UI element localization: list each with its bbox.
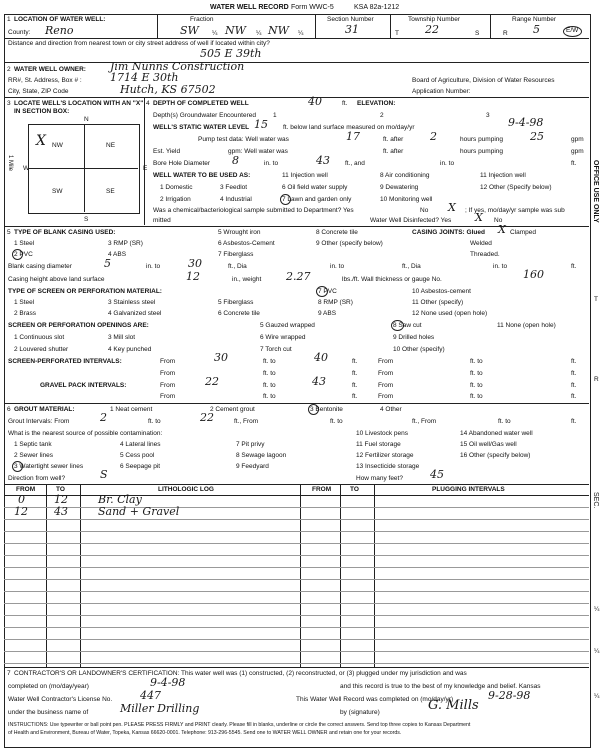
gpi-from2: From <box>378 382 394 389</box>
log-rule <box>4 519 589 520</box>
mitted: mitted <box>153 217 171 224</box>
weight-unit: lbs./ft. Wall thickness or gauge No. <box>342 276 442 283</box>
open-1: 1 Continuous slot <box>14 334 65 341</box>
contam-2: 2 Sewer lines <box>14 452 54 459</box>
diam-value: 5 <box>104 257 111 270</box>
yield-label: Est. Yield <box>153 148 181 155</box>
cert-line1: CONTRACTOR'S OR LANDOWNER'S CERTIFICATION: This water well was (1) constructed, (2) reconstructed, or (3) plugged under my jurisdiction and was <box>14 670 467 677</box>
ft-end: ft. <box>571 263 577 270</box>
plug-to-header: TO <box>350 486 359 493</box>
business-name: Miller Drilling <box>120 702 200 715</box>
contam-5: 5 Cess pool <box>120 452 155 459</box>
range-value: 5 <box>533 23 540 36</box>
use-12: 12 Other (Specify below) <box>480 184 552 191</box>
screen-7: 7 PVC <box>318 288 337 295</box>
quarter-mark: ¼ <box>256 30 262 37</box>
log-row2-desc: Sand + Gravel <box>98 505 180 518</box>
east: E <box>143 165 148 172</box>
grout-4: 4 Other <box>380 406 402 413</box>
spi-ft: ft. <box>352 358 358 365</box>
after2: ft. after <box>383 148 404 155</box>
log-rule <box>4 591 589 592</box>
screen-10: 10 Asbestos-cement <box>412 288 471 295</box>
side-sec: SEC. <box>592 492 599 509</box>
grout-to: 22 <box>200 411 214 424</box>
s1-num: 1 <box>7 16 11 23</box>
township-label: Township Number <box>408 16 461 23</box>
city-label: City, State, ZIP Code <box>8 88 69 95</box>
log-row2-to: 43 <box>54 505 68 518</box>
diam-to: 30 <box>188 257 202 270</box>
height-value: 12 <box>186 270 200 283</box>
feet-label: How many feet? <box>356 475 403 482</box>
se: SE <box>106 188 115 195</box>
s5-num: 5 <box>7 229 11 236</box>
screen-6: 6 Concrete tile <box>218 310 260 317</box>
instructions-2: of Health and Environment, Bureau of Water, Topeka, Kansas 66620-0001. Telephone: 913-296-5545. Send one to WATER WELL OWNER and retain one for your records. <box>8 730 402 736</box>
section-value: 31 <box>345 23 359 36</box>
diam-in: in. to <box>146 263 161 270</box>
distance-label: Distance and direction from nearest town or city street address of well if located within city? <box>8 40 270 47</box>
quarter3: NW <box>268 24 289 37</box>
contam-3: 3 Watertight sewer lines <box>14 463 84 470</box>
screen-3: 3 Stainless steel <box>108 299 156 306</box>
screen-11: 11 Other (specify) <box>412 299 464 306</box>
open-10: 10 Other (specify) <box>393 346 445 353</box>
range-label: Range Number <box>512 16 557 23</box>
log-row2-from: 12 <box>14 505 28 518</box>
grout-3: 3 Bentonite <box>310 406 343 413</box>
contam-label: What is the nearest source of possible contamination: <box>8 430 163 437</box>
location-x: X <box>36 133 46 149</box>
mile-label: 1 Mile <box>7 155 13 172</box>
gpi2-from: From <box>160 393 176 400</box>
screen-label: TYPE OF SCREEN OR PERFORATION MATERIAL: <box>8 288 162 295</box>
use-11: 11 Injection well <box>480 172 526 179</box>
form-number: Form WWC-5 <box>291 4 334 11</box>
contam-6: 6 Seepage pit <box>120 463 161 470</box>
owner-value: Jim Nunns Construction <box>110 60 245 73</box>
spi-ft2: ft. <box>571 358 577 365</box>
signature: G. Mills <box>428 698 479 713</box>
contam-15: 15 Oil well/Gas well <box>460 441 517 448</box>
casing-1: 1 Steel <box>14 240 35 247</box>
screen-1: 1 Steel <box>14 299 35 306</box>
static-label: WELL'S STATIC WATER LEVEL <box>153 124 250 131</box>
spi2-ft: ft. <box>352 370 358 377</box>
yield-gpm: gpm: Well water was <box>228 148 288 155</box>
gpi2-from2: From <box>378 393 394 400</box>
completed-date: 9-4-98 <box>150 676 186 689</box>
log-rule <box>4 639 589 640</box>
plugging-header: PLUGGING INTERVALS <box>432 486 505 493</box>
open-2: 2 Louvered shutter <box>14 346 69 353</box>
contam-12: 12 Fertilizer storage <box>356 452 414 459</box>
threaded: Threaded. <box>470 251 500 258</box>
ft2: ft. <box>571 160 577 167</box>
casing-6: 6 Asbestos-Cement <box>218 240 275 247</box>
use-10: 10 Monitoring well <box>380 196 433 203</box>
open-8: 8 Saw cut <box>393 322 422 329</box>
contam-7: 7 Pit privy <box>236 441 265 448</box>
log-rule <box>4 543 589 544</box>
record-label: This Water Well Record was completed on (mo/day/yr) <box>296 696 454 703</box>
chem-x: X <box>448 201 456 214</box>
casing-5: 5 Wrought iron <box>218 229 261 236</box>
open-5: 5 Gauzed wrapped <box>260 322 315 329</box>
grout-1: 1 Neat cement <box>110 406 153 413</box>
spi2-ftto: ft. to <box>263 370 276 377</box>
casing-3: 3 RMP (SR) <box>108 240 143 247</box>
feet-value: 45 <box>430 468 444 481</box>
grout-label: GROUT MATERIAL: <box>14 406 75 413</box>
s3-num: 3 <box>7 100 11 107</box>
grout-ft3: ft. to <box>330 418 343 425</box>
county-label: County: <box>8 29 31 36</box>
contam-10: 10 Livestock pens <box>356 430 409 437</box>
gpi-ftto2: ft. to <box>470 382 483 389</box>
s2-num: 2 <box>7 66 11 73</box>
gpi-to: 43 <box>312 375 326 388</box>
spi-ftto: ft. to <box>263 358 276 365</box>
log-rule <box>4 555 589 556</box>
gpi2-ft: ft. <box>352 393 358 400</box>
gpi2-ftto2: ft. to <box>470 393 483 400</box>
contam-14: 14 Abandoned water well <box>460 430 533 437</box>
ft-and: ft., and <box>345 160 365 167</box>
ft: ft. <box>342 100 348 107</box>
spi2-ft2: ft. <box>571 370 577 377</box>
street-label: RR#, St. Address, Box # : <box>8 77 82 84</box>
spi-ftto2: ft. to <box>470 358 483 365</box>
completed-label: completed on (mo/day/year) <box>8 683 89 690</box>
street-value: 1714 E 30th <box>110 71 179 84</box>
grout-2: 2 Cement grout <box>210 406 255 413</box>
log-rule <box>4 579 589 580</box>
casing-label: TYPE OF BLANK CASING USED: <box>14 229 116 236</box>
r-label: R <box>503 30 508 37</box>
log-from-header: FROM <box>16 486 36 493</box>
static-date: 9-4-98 <box>508 116 544 129</box>
open-7: 7 Torch cut <box>260 346 292 353</box>
openings-label: SCREEN OR PERFORATION OPENINGS ARE: <box>8 322 149 329</box>
screen-12: 12 None used (open hole) <box>412 310 488 317</box>
locate-label: LOCATE WELL'S LOCATION WITH AN "X" IN SECTION BOX: <box>14 100 144 115</box>
joints-label: CASING JOINTS: Glued <box>412 229 485 236</box>
bore-to: 43 <box>316 154 330 167</box>
grout-from: 2 <box>100 411 107 424</box>
bore-label: Bore Hole Diameter <box>153 160 211 167</box>
pump-gpm: 25 <box>530 130 544 143</box>
sw: SW <box>52 188 63 195</box>
gpi-ft2: ft. <box>571 382 577 389</box>
fraction-label: Fraction <box>190 16 214 23</box>
gw2: 2 <box>380 112 384 119</box>
clamped: Clamped <box>510 229 537 236</box>
grout-interval-label: Grout Intervals: From <box>8 418 70 425</box>
use-2: 2 Irrigation <box>160 196 191 203</box>
log-rule <box>4 507 589 508</box>
statute: KSA 82a-1212 <box>354 4 400 11</box>
screen-5: 5 Fiberglass <box>218 299 254 306</box>
screen-8: 8 RMP (SR) <box>318 299 353 306</box>
record-date: 9-28-98 <box>488 689 531 702</box>
t-label: T <box>395 30 399 37</box>
log-rule <box>4 663 589 664</box>
direction-value: S <box>100 468 108 481</box>
open-6: 6 Wire wrapped <box>260 334 306 341</box>
gpi-label: GRAVEL PACK INTERVALS: <box>40 382 127 389</box>
depth-label: DEPTH OF COMPLETED WELL <box>153 100 249 107</box>
lithologic-header: LITHOLOGIC LOG <box>158 486 214 493</box>
open-4: 4 Key punched <box>108 346 152 353</box>
spi-to: 40 <box>314 351 328 364</box>
business-label: under the business name of <box>8 709 89 716</box>
log-row1-to: 12 <box>54 493 68 506</box>
casing-2: 2 PVC <box>14 251 33 258</box>
true-statement: and this record is true to the best of my knowledge and belief. Kansas <box>340 683 541 690</box>
gpi-from: 22 <box>205 375 219 388</box>
diam-label: Blank casing diameter <box>8 263 72 270</box>
casing-7: 7 Fiberglass <box>218 251 254 258</box>
township-value: 22 <box>425 23 439 36</box>
pump-label: Pump test data: Well water was <box>198 136 289 143</box>
license-label: Water Well Contractor's License No. <box>8 696 113 703</box>
direction-label: Direction from well? <box>8 475 66 482</box>
gpi-ft: ft. <box>352 382 358 389</box>
disinf-x: X <box>475 211 483 224</box>
quarter-mark: ¼ <box>212 30 218 37</box>
static-rest: ft. below land surface measured on mo/day/yr <box>283 124 415 131</box>
in-to2: in. to <box>440 160 455 167</box>
contam-13: 13 Insecticide storage <box>356 463 420 470</box>
in-to-b: in. to <box>493 263 508 270</box>
contam-8: 8 Sewage lagoon <box>236 452 287 459</box>
screen-9: 9 ABS <box>318 310 337 317</box>
side-q1: ¼ <box>594 606 600 613</box>
chem-if: ; If yes, mo/day/yr sample was sub <box>465 207 565 214</box>
log-rule <box>4 651 589 652</box>
spi-from2: From <box>378 358 394 365</box>
grout-ft5: ft. to <box>498 418 511 425</box>
license-value: 447 <box>140 689 161 702</box>
in-to: in. to <box>264 160 279 167</box>
s4-num: 4 <box>146 100 150 107</box>
signature-label: by (signature) <box>340 709 380 716</box>
spi-from: 30 <box>214 351 228 364</box>
plug-from-header: FROM <box>312 486 332 493</box>
use-5: 11 Injection well <box>282 172 328 179</box>
contam-11: 11 Fuel storage <box>356 441 401 448</box>
open-11: 11 None (open hole) <box>497 322 556 329</box>
gpi-from-label: From <box>160 382 176 389</box>
spi2-from2: From <box>378 370 394 377</box>
application-label: Application Number: <box>412 88 471 95</box>
spi2-ftto2: ft. to <box>470 370 483 377</box>
screen-2: 2 Brass <box>14 310 37 317</box>
west: W <box>23 165 30 172</box>
weight-value: 2.27 <box>286 270 311 283</box>
bore-value: 8 <box>232 154 239 167</box>
spi-label: SCREEN-PERFORATED INTERVALS: <box>8 358 122 365</box>
use-4: 4 Industrial <box>220 196 252 203</box>
grout-ft4: ft., From <box>412 418 437 425</box>
welded: Welded <box>470 240 492 247</box>
gpi2-ftto: ft. to <box>263 393 276 400</box>
ft-dia-b: ft., Dia <box>402 263 421 270</box>
use-3: 3 Feedlot <box>220 184 248 191</box>
grout-ft6: ft. <box>571 418 577 425</box>
office-use-label: OFFICE USE ONLY <box>592 160 599 223</box>
contam-1: 1 Septic tank <box>14 441 52 448</box>
city-value: Hutch, KS 67502 <box>120 83 216 96</box>
in-to-a: in. to <box>330 263 345 270</box>
use-9: 9 Dewatering <box>380 184 419 191</box>
quarter1: SW <box>180 24 199 37</box>
depth-value: 40 <box>308 95 322 108</box>
side-t: T <box>594 296 598 303</box>
after: ft. after <box>383 136 404 143</box>
spi-from-label: From <box>160 358 176 365</box>
hours-pumping2: hours pumping <box>460 148 503 155</box>
contam-16: 16 Other (specify below) <box>460 452 531 459</box>
south: S <box>84 216 89 223</box>
ew-circle: E/W <box>566 27 579 34</box>
board-label: Board of Agriculture, Division of Water Resources <box>412 77 555 84</box>
gauge-value: 160 <box>523 268 544 281</box>
use-label: WELL WATER TO BE USED AS: <box>153 172 251 179</box>
owner-label: WATER WELL OWNER: <box>14 66 86 73</box>
height-label: Casing height above land surface <box>8 276 105 283</box>
gpi-ftto: ft. to <box>263 382 276 389</box>
ne: NE <box>106 142 116 149</box>
s-label: S <box>475 30 480 37</box>
height-in: in., weight <box>232 276 262 283</box>
gw1: 1 <box>273 112 277 119</box>
casing-4: 4 ABS <box>108 251 127 258</box>
s7-num: 7 <box>7 670 11 677</box>
open-9: 9 Drilled holes <box>393 334 435 341</box>
chem-no: No <box>420 207 429 214</box>
use-1: 1 Domestic <box>160 184 193 191</box>
section-number-label: Section Number <box>327 16 374 23</box>
instructions-1: INSTRUCTIONS: Use typewriter or ball point pen. PLEASE PRESS FIRMLY and PRINT clearly. Please fill in blanks, underline or circle the correct answers. Send top three copies to Kansas Department <box>8 722 471 728</box>
log-to-header: TO <box>56 486 65 493</box>
gpi2-ft2: ft. <box>571 393 577 400</box>
contam-4: 4 Lateral lines <box>120 441 161 448</box>
s6-num: 6 <box>7 406 11 413</box>
use-7: 7 Lawn and garden only <box>282 196 352 203</box>
disinfected-label: Water Well Disinfected? Yes <box>370 217 452 224</box>
north: N <box>84 116 89 123</box>
log-rule <box>4 615 589 616</box>
quarter2: NW <box>225 24 246 37</box>
log-rule <box>4 603 589 604</box>
distance-value: 505 E 39th <box>200 47 262 60</box>
log-rule <box>4 567 589 568</box>
casing-9: 9 Other (specify below) <box>316 240 383 247</box>
contam-9: 9 Feedyard <box>236 463 269 470</box>
screen-4: 4 Galvanized steel <box>108 310 162 317</box>
gw3: 3 <box>486 112 490 119</box>
use-6: 6 Oil field water supply <box>282 184 348 191</box>
side-q2: ¼ <box>594 648 600 655</box>
log-rule <box>4 531 589 532</box>
open-3: 3 Mill slot <box>108 334 136 341</box>
log-row1-from: 0 <box>18 493 25 506</box>
side-q3: ¼ <box>594 693 600 700</box>
county-value: Reno <box>45 24 74 37</box>
use-8: 8 Air conditioning <box>380 172 430 179</box>
nw: NW <box>52 142 63 149</box>
disinf-no: No <box>494 217 503 224</box>
joint-x: X <box>498 223 506 236</box>
gpm2: gpm <box>571 148 584 155</box>
groundwater-label: Depth(s) Groundwater Encountered <box>153 112 256 119</box>
spi2-from: From <box>160 370 176 377</box>
gpm: gpm <box>571 136 584 143</box>
log-rule <box>4 627 589 628</box>
grout-ft2: ft., From <box>234 418 259 425</box>
side-r: R <box>594 376 599 383</box>
chem-label: Was a chemical/bacteriological sample submitted to Department? Yes <box>153 207 354 214</box>
casing-8: 8 Concrete tile <box>316 229 358 236</box>
grout-ftto: ft. to <box>148 418 161 425</box>
pump-ft: 17 <box>346 130 360 143</box>
ft-dia: ft., Dia <box>228 263 247 270</box>
quarter-mark: ¼ <box>298 30 304 37</box>
pump-hrs: 2 <box>430 130 437 143</box>
hours-pumping: hours pumping <box>460 136 503 143</box>
static-value: 15 <box>254 118 268 131</box>
elevation-label: ELEVATION: <box>357 100 396 107</box>
form-title: WATER WELL RECORD <box>210 4 289 11</box>
log-row1-desc: Br. Clay <box>98 493 142 506</box>
s1-label: LOCATION OF WATER WELL: <box>14 16 106 23</box>
